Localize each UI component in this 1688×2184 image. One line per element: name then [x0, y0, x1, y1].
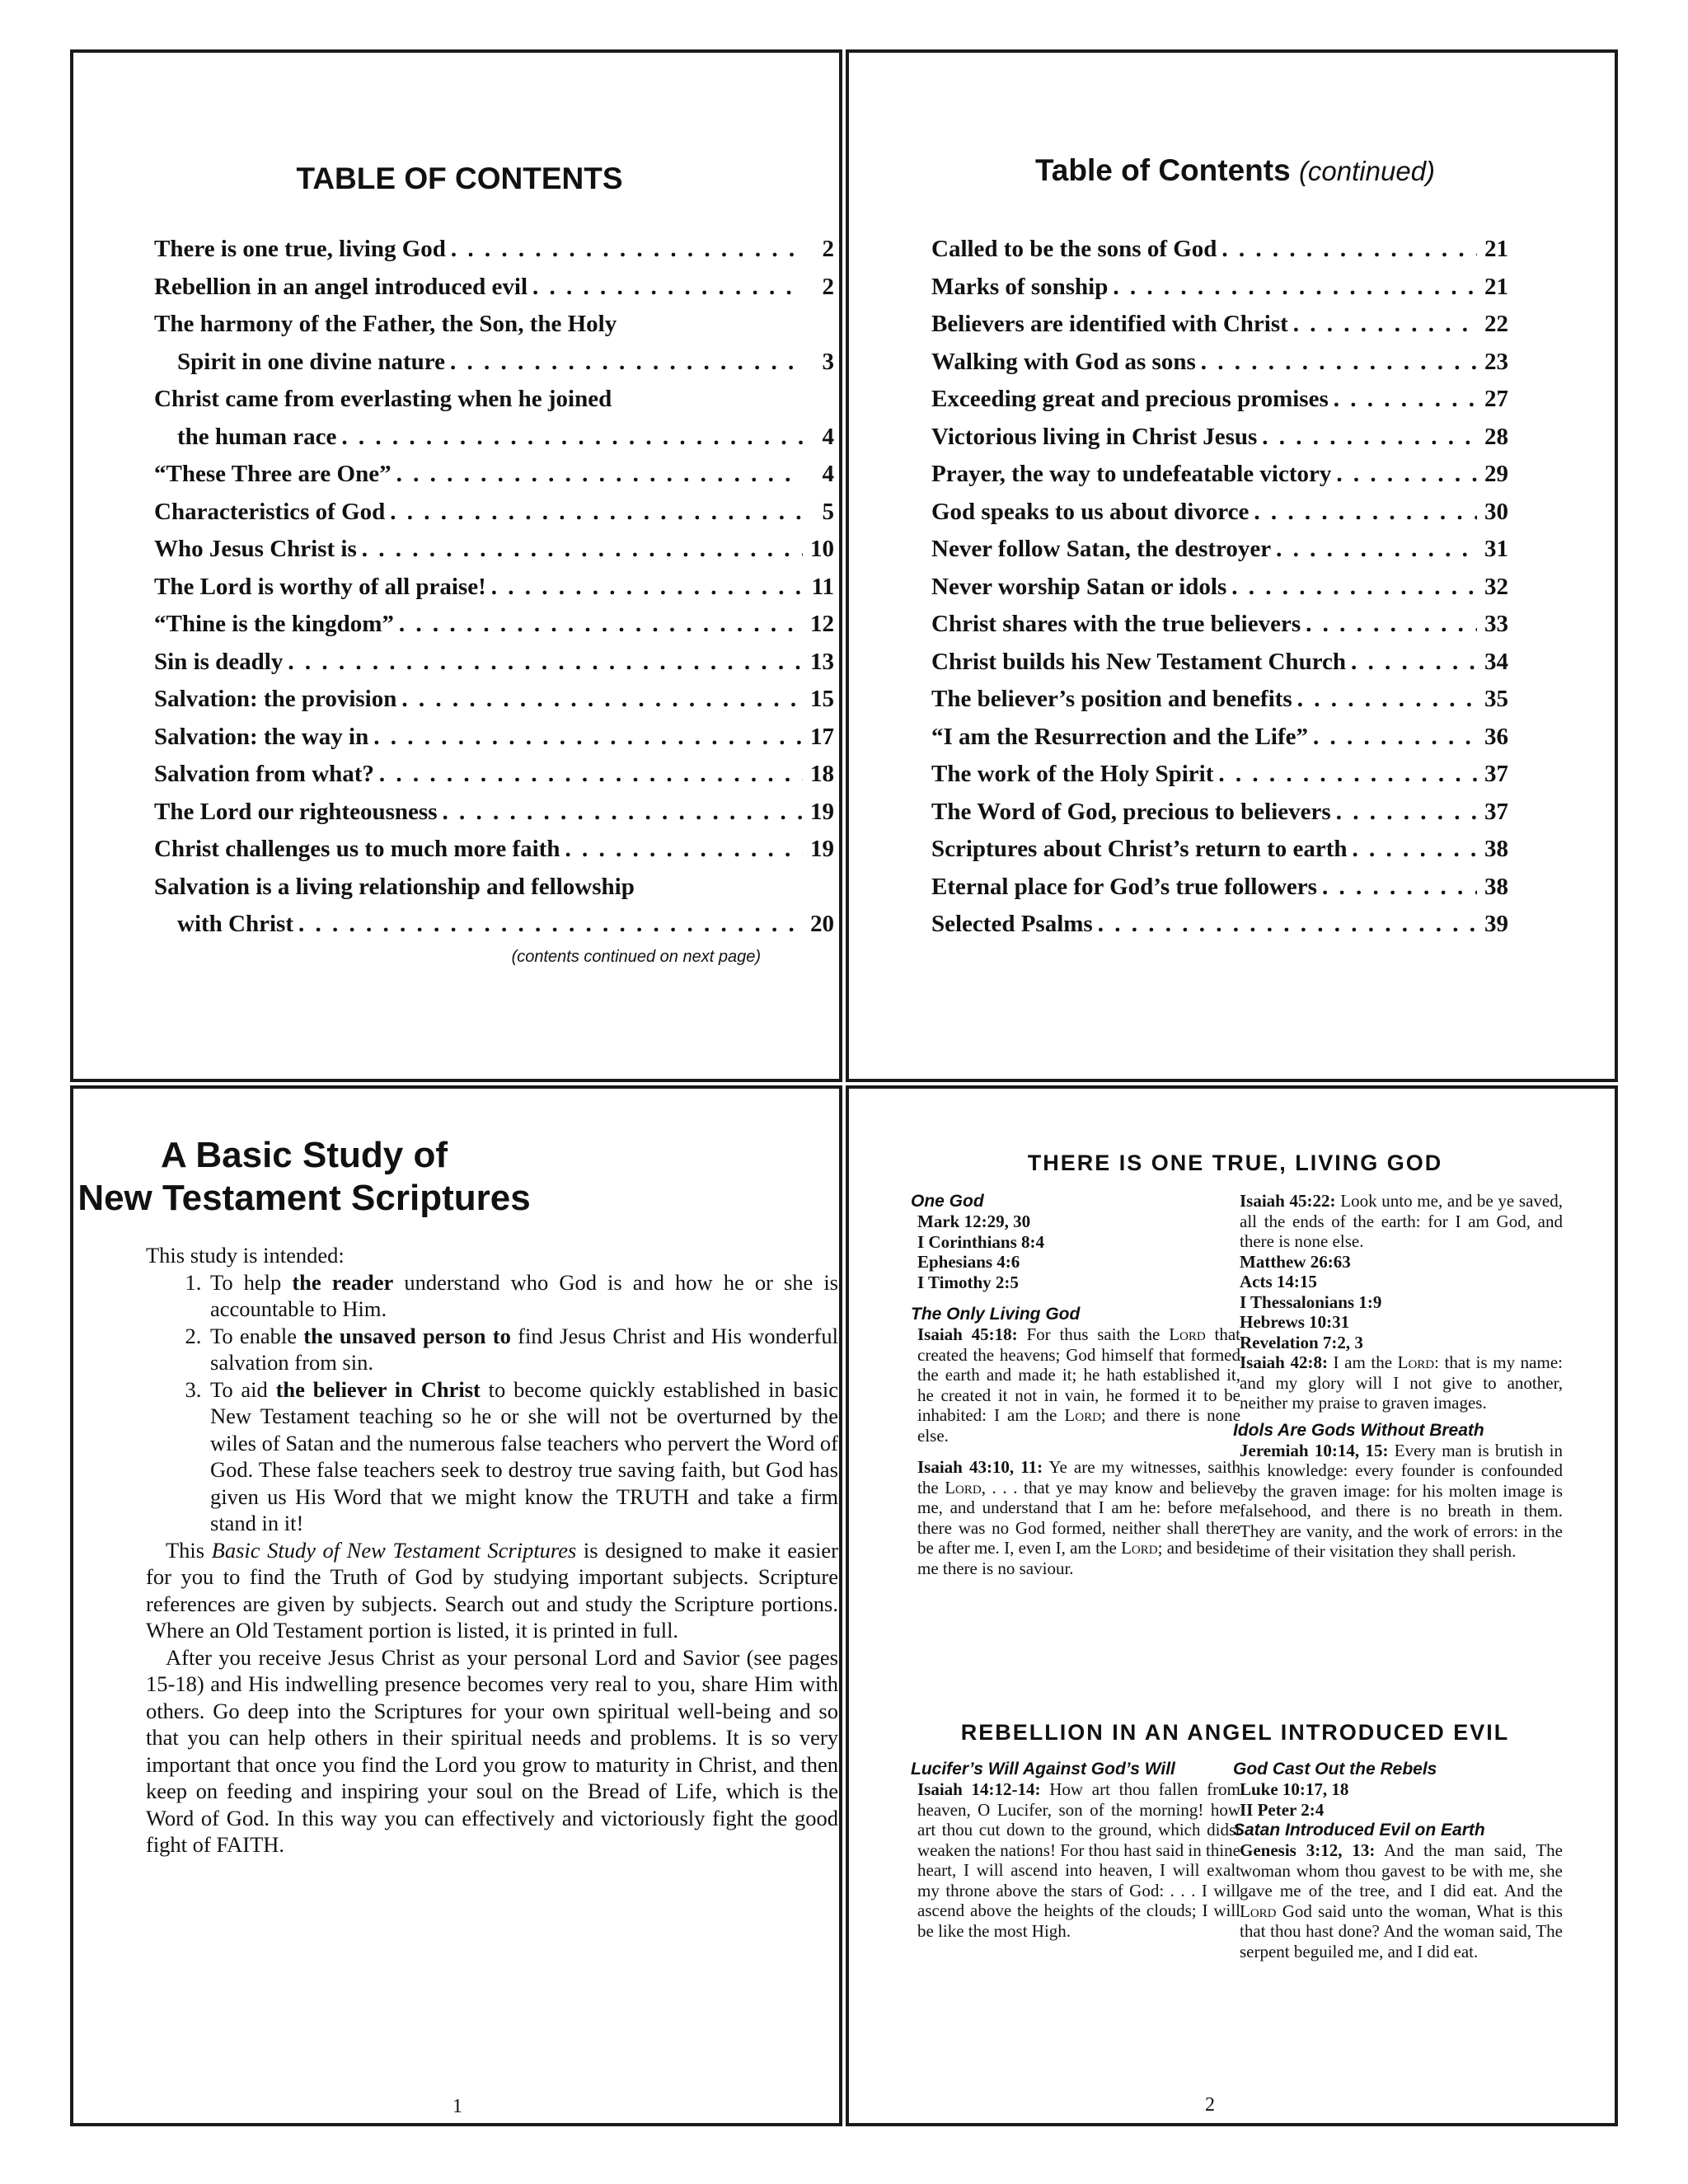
- toc-leader-dots: [1306, 611, 1477, 638]
- study-title-line1: A Basic Study of: [161, 1135, 448, 1175]
- toc-entry: [931, 349, 1508, 387]
- toc-entry: [154, 836, 834, 874]
- toc-entry: [154, 236, 834, 274]
- toc-entry: [931, 761, 1508, 799]
- scripture-ref: Acts 14:15: [1240, 1272, 1317, 1291]
- toc-page-2: [846, 49, 1618, 1082]
- toc-entry: [931, 424, 1508, 462]
- toc-entry: [154, 424, 834, 462]
- toc-entry-title: Christ builds his New Testament Church: [931, 648, 1347, 675]
- toc-leader-dots: [373, 724, 803, 751]
- toc-title-text: Table of Contents: [1034, 153, 1291, 187]
- toc-entry-page: 17: [810, 723, 834, 750]
- toc-leader-dots: [1221, 236, 1477, 263]
- scripture-ref: Matthew 26:63: [1240, 1251, 1351, 1272]
- toc-leader-dots: [298, 911, 803, 938]
- toc-entry-title: Christ challenges us to much more faith: [154, 836, 560, 862]
- toc-entry-page: 4: [822, 461, 834, 487]
- toc-entry-title: Marks of sonship: [931, 273, 1109, 300]
- toc-entry-title: Called to be the sons of God: [931, 236, 1217, 262]
- toc-entry-page: 3: [822, 348, 834, 375]
- toc-entry: [154, 574, 834, 612]
- toc-entry-page: 11: [811, 573, 834, 600]
- scripture-ref: I Thessalonians 1:9: [1240, 1291, 1382, 1312]
- toc-entry-page: 21: [1484, 236, 1508, 262]
- toc-leader-dots: [1322, 874, 1477, 901]
- toc-entry-page: 35: [1484, 686, 1508, 712]
- toc-entry-title: The Word of God, precious to believers: [931, 798, 1331, 825]
- toc-entry-page: 31: [1484, 536, 1508, 562]
- toc-leader-dots: [491, 574, 803, 601]
- toc-entry: [931, 386, 1508, 424]
- toc-leader-dots: [362, 536, 803, 563]
- toc-entry-page: 2: [822, 236, 834, 262]
- toc-leader-dots: [565, 836, 803, 863]
- page-number: 1: [452, 2096, 462, 2117]
- toc-entry-title: Eternal place for God’s true followers: [931, 873, 1317, 900]
- toc-leader-dots: [1218, 761, 1477, 788]
- study-body: [146, 1242, 838, 1858]
- toc-entry: [931, 536, 1508, 574]
- toc-leader-dots: [341, 424, 803, 451]
- toc-entry: [154, 799, 834, 837]
- toc-title-suffix: (continued): [1298, 156, 1436, 186]
- scripture-verse: Isaiah 43:10, 11: Ye are my witnesses, saith the Lord, . . . that ye may know and believe me, and understand that I am he: before me there was no God formed, neither shall there be after me. I, even I, am the Lord; and beside me there is no saviour.: [917, 1457, 1241, 1578]
- toc-entry-page: 19: [810, 798, 834, 825]
- toc-entry: [154, 386, 834, 424]
- study-purpose-list: [146, 1269, 838, 1537]
- toc-leader-dots: [1262, 424, 1477, 451]
- toc-entry-page: 20: [810, 911, 834, 937]
- toc-entry-title: Never follow Satan, the destroyer: [931, 536, 1272, 562]
- scripture-ref: Mark 12:29, 30: [917, 1212, 1031, 1231]
- toc-leader-dots: [1336, 799, 1477, 826]
- toc-entry: [154, 724, 834, 762]
- scripture-ref: I Timothy 2:5: [917, 1272, 1019, 1292]
- toc-list: [931, 236, 1508, 949]
- toc-entry-title: Christ came from everlasting when he joined: [154, 386, 612, 412]
- toc-entry-title: Selected Psalms: [931, 911, 1093, 937]
- toc-entry-title: The harmony of the Father, the Son, the Holy: [154, 311, 617, 337]
- toc-entry-page: 2: [822, 273, 834, 300]
- toc-entry-title: the human race: [177, 423, 337, 450]
- toc-entry-title: Characteristics of God: [154, 498, 386, 525]
- toc-leader-dots: [1098, 911, 1477, 938]
- study-title: [73, 1134, 535, 1220]
- toc-leader-dots: [1313, 724, 1477, 751]
- left-column: [911, 1191, 1240, 1578]
- toc-entry-title: Spirit in one divine nature: [177, 348, 445, 375]
- scripture-verse: Isaiah 45:22: Look unto me, and be ye saved, all the ends of the earth: for I am God, and there is none else.: [1240, 1191, 1563, 1251]
- toc-list: [154, 236, 834, 949]
- toc-entry-title: The Lord our righteousness: [154, 798, 438, 825]
- toc-entry: [154, 686, 834, 724]
- toc-entry-page: 38: [1484, 873, 1508, 900]
- page-number: 2: [1205, 2094, 1215, 2116]
- toc-entry-title: Prayer, the way to undefeatable victory: [931, 461, 1332, 487]
- toc-leader-dots: [451, 236, 803, 263]
- toc-entry-page: 18: [810, 761, 834, 787]
- toc-entry-page: 33: [1484, 611, 1508, 637]
- section-title: REBELLION IN AN ANGEL INTRODUCED EVIL: [960, 1720, 1510, 1745]
- toc-entry: [154, 761, 834, 799]
- toc-leader-dots: [1334, 386, 1477, 413]
- scripture-page-2: [846, 1085, 1618, 2126]
- toc-entry-page: 5: [822, 498, 834, 525]
- toc-leader-dots: [390, 499, 803, 526]
- toc-leader-dots: [1113, 274, 1477, 301]
- toc-title: TABLE OF CONTENTS: [296, 162, 623, 195]
- toc-entry-title: Salvation from what?: [154, 761, 374, 787]
- toc-leader-dots: [1293, 311, 1477, 338]
- toc-entry: [931, 799, 1508, 837]
- toc-entry: [931, 911, 1508, 949]
- toc-leader-dots: [442, 799, 803, 826]
- toc-entry: [931, 574, 1508, 612]
- subheading: Lucifer’s Will Against God’s Will: [911, 1760, 1175, 1779]
- toc-entry: [154, 911, 834, 949]
- scripture-verse: Jeremiah 10:14, 15: Every man is brutish in his knowledge: every founder is confounded by the graven image: for his molten image is falsehood, and there is no breath in them. They are vanity, and the work of errors: in the time of their visitation they shall perish.: [1240, 1440, 1563, 1561]
- toc-entry: [931, 274, 1508, 312]
- toc-entry-title: Salvation: the way in: [154, 723, 369, 750]
- toc-entry-page: 23: [1484, 348, 1508, 375]
- toc-leader-dots: [450, 349, 803, 376]
- toc-entry: [931, 836, 1508, 874]
- toc-entry-title: Walking with God as sons: [931, 348, 1196, 375]
- study-intro-page: [70, 1085, 842, 2126]
- toc-entry-title: Victorious living in Christ Jesus: [931, 423, 1258, 450]
- purpose-item: 2. To enable the unsaved person to find Jesus Christ and His wonderful salvation from sin.: [207, 1323, 838, 1376]
- toc-entry-page: 21: [1484, 273, 1508, 300]
- scripture-verse: Genesis 3:12, 13: And the man said, The woman whom thou gavest to be with me, she gave me of the tree, and I did eat. And the Lord God said unto the woman, What is this that thou hast done? And the woman said, The serpent beguiled me, and I did eat.: [1240, 1840, 1563, 1961]
- toc-entry-title: Never worship Satan or idols: [931, 573, 1227, 600]
- toc-entry-title: Believers are identified with Christ: [931, 311, 1288, 337]
- toc-entry-page: 15: [810, 686, 834, 712]
- toc-entry-title: Who Jesus Christ is: [154, 536, 357, 562]
- toc-entry-page: 39: [1484, 911, 1508, 937]
- toc-entry-page: 22: [1484, 311, 1508, 337]
- scripture-verse: Isaiah 45:18: For thus saith the Lord that created the heavens; God himself that formed the earth and made it; he hath established it, he created it not in vain, he formed it to be inhabited: I am the Lord; and there is none else.: [917, 1324, 1240, 1446]
- study-paragraph: After you receive Jesus Christ as your personal Lord and Savior (see pages 15-18) and His indwelling presence becomes very real to you, share Him with others. Go deep into the Scriptures for your own spiritual well-being and so that you can help others in their spiritual needs and problems. It is so very important that once you find the Lord you grow to maturity in Christ, and then keep on feeding and inspiring your soul on the Bread of Life, which is the Word of God. In this way you can effectively and victoriously fight the good fight of FAITH.: [146, 1644, 838, 1857]
- right-column: [1233, 1759, 1563, 1961]
- toc-entry-title: The believer’s position and benefits: [931, 686, 1292, 712]
- left-column: [911, 1759, 1240, 1941]
- toc-continued-note: (contents continued on next page): [511, 948, 761, 966]
- toc-leader-dots: [1353, 836, 1477, 863]
- toc-entry: [931, 499, 1508, 537]
- toc-entry: [931, 874, 1508, 912]
- toc-title-continued: [849, 153, 1618, 188]
- toc-entry-title: God speaks to us about divorce: [931, 498, 1250, 525]
- toc-entry: [154, 274, 834, 312]
- toc-entry: [931, 649, 1508, 687]
- study-title-line2: New Testament Scriptures: [77, 1178, 531, 1218]
- study-paragraph: This Basic Study of New Testament Scriptures is designed to make it easier for you to find the Truth of God by studying important subjects. Scripture references are given by subjects. Search out and study the Scripture portions. Where an Old Testament portion is listed, it is printed in full.: [146, 1537, 839, 1643]
- toc-leader-dots: [1254, 499, 1477, 526]
- toc-entry: [154, 461, 834, 499]
- toc-entry: [931, 724, 1508, 762]
- toc-leader-dots: [396, 461, 803, 488]
- toc-entry-page: 13: [810, 648, 834, 675]
- toc-entry-page: 27: [1484, 386, 1508, 412]
- toc-entry-page: 34: [1484, 648, 1508, 675]
- scripture-verse: Isaiah 42:8: I am the Lord: that is my name: and my glory will I not give to another, neither my praise to graven images.: [1240, 1352, 1563, 1413]
- toc-leader-dots: [1336, 461, 1477, 488]
- scripture-verse: Isaiah 14:12-14: How art thou fallen from heaven, O Lucifer, son of the morning! how art thou cut down to the ground, which didst weaken the nations! For thou hast said in thine heart, I will ascend into heaven, I will exalt my throne above the stars of God: . . . I will ascend above the heights of the clouds; I will be like the most High.: [917, 1779, 1240, 1941]
- toc-entry-page: 28: [1484, 423, 1508, 450]
- toc-entry-title: Salvation: the provision: [154, 686, 397, 712]
- purpose-item: 1. To help the reader understand who God is and how he or she is accountable to Him.: [207, 1269, 838, 1323]
- toc-entry-title: The Lord is worthy of all praise!: [154, 573, 486, 600]
- purpose-item: 3. To aid the believer in Christ to become quickly established in basic New Testament teaching so he or she will not be overturned by the wiles of Satan and the numerous false teachers who pervert the Word of God. These false teachers seek to destroy true saving faith, but God has given us His Word that we might know the TRUTH and take a firm stand in it!: [207, 1376, 838, 1537]
- scripture-ref: I Corinthians 8:4: [917, 1231, 1045, 1252]
- toc-entry-title: There is one true, living God: [154, 236, 446, 262]
- toc-entry: [154, 311, 834, 349]
- toc-entry-page: 19: [810, 836, 834, 862]
- toc-leader-dots: [288, 649, 803, 676]
- toc-entry-title: Sin is deadly: [154, 648, 284, 675]
- toc-entry-title: Rebellion in an angel introduced evil: [154, 273, 528, 300]
- toc-entry-page: 12: [810, 611, 834, 637]
- toc-entry-title: The work of the Holy Spirit: [931, 761, 1214, 787]
- toc-entry-page: 37: [1484, 798, 1508, 825]
- toc-leader-dots: [399, 611, 803, 638]
- toc-entry: [154, 349, 834, 387]
- scripture-ref: Ephesians 4:6: [917, 1252, 1020, 1272]
- section-title: THERE IS ONE TRUE, LIVING GOD: [1027, 1151, 1443, 1175]
- toc-entry: [154, 536, 834, 574]
- toc-leader-dots: [401, 686, 803, 713]
- toc-entry-title: Scriptures about Christ’s return to earth: [931, 836, 1348, 862]
- toc-entry-page: 37: [1484, 761, 1508, 787]
- subheading: Idols Are Gods Without Breath: [1233, 1420, 1484, 1440]
- subheading: One God: [911, 1192, 984, 1211]
- toc-leader-dots: [1231, 574, 1477, 601]
- toc-entry-page: 4: [822, 423, 834, 450]
- toc-entry: [154, 874, 834, 912]
- toc-entry-title: with Christ: [177, 911, 293, 937]
- subheading: God Cast Out the Rebels: [1233, 1760, 1437, 1779]
- toc-leader-dots: [379, 761, 803, 788]
- toc-entry: [154, 649, 834, 687]
- toc-leader-dots: [1297, 686, 1477, 713]
- toc-entry-title: Christ shares with the true believers: [931, 611, 1301, 637]
- toc-page-1: [70, 49, 842, 1082]
- toc-leader-dots: [1351, 649, 1477, 676]
- scripture-ref: Hebrews 10:31: [1240, 1312, 1350, 1332]
- toc-entry-page: 38: [1484, 836, 1508, 862]
- toc-leader-dots: [1276, 536, 1477, 563]
- toc-entry-title: “I am the Resurrection and the Life”: [931, 723, 1308, 750]
- toc-entry-title: Exceeding great and precious promises: [931, 386, 1329, 412]
- subheading: Satan Introduced Evil on Earth: [1233, 1821, 1485, 1840]
- toc-entry: [931, 311, 1508, 349]
- toc-entry-title: “These Three are One”: [154, 461, 392, 487]
- toc-entry-page: 30: [1484, 498, 1508, 525]
- toc-leader-dots: [1201, 349, 1477, 376]
- right-column: [1233, 1191, 1563, 1562]
- toc-entry: [154, 499, 834, 537]
- study-intro: This study is intended:: [146, 1243, 345, 1268]
- toc-entry: [931, 236, 1508, 274]
- toc-entry-page: 36: [1484, 723, 1508, 750]
- toc-entry-page: 29: [1484, 461, 1508, 487]
- toc-entry-page: 10: [810, 536, 834, 562]
- scripture-ref: Revelation 7:2, 3: [1240, 1332, 1363, 1352]
- subheading: The Only Living God: [911, 1305, 1081, 1324]
- toc-entry: [154, 611, 834, 649]
- scripture-ref: II Peter 2:4: [1240, 1799, 1325, 1820]
- toc-entry-title: Salvation is a living relationship and fellowship: [154, 873, 635, 900]
- scripture-ref: Luke 10:17, 18: [1240, 1779, 1349, 1799]
- toc-leader-dots: [532, 274, 803, 301]
- toc-entry: [931, 611, 1508, 649]
- toc-entry: [931, 461, 1508, 499]
- toc-entry: [931, 686, 1508, 724]
- toc-entry-page: 32: [1484, 573, 1508, 600]
- toc-entry-title: “Thine is the kingdom”: [154, 611, 394, 637]
